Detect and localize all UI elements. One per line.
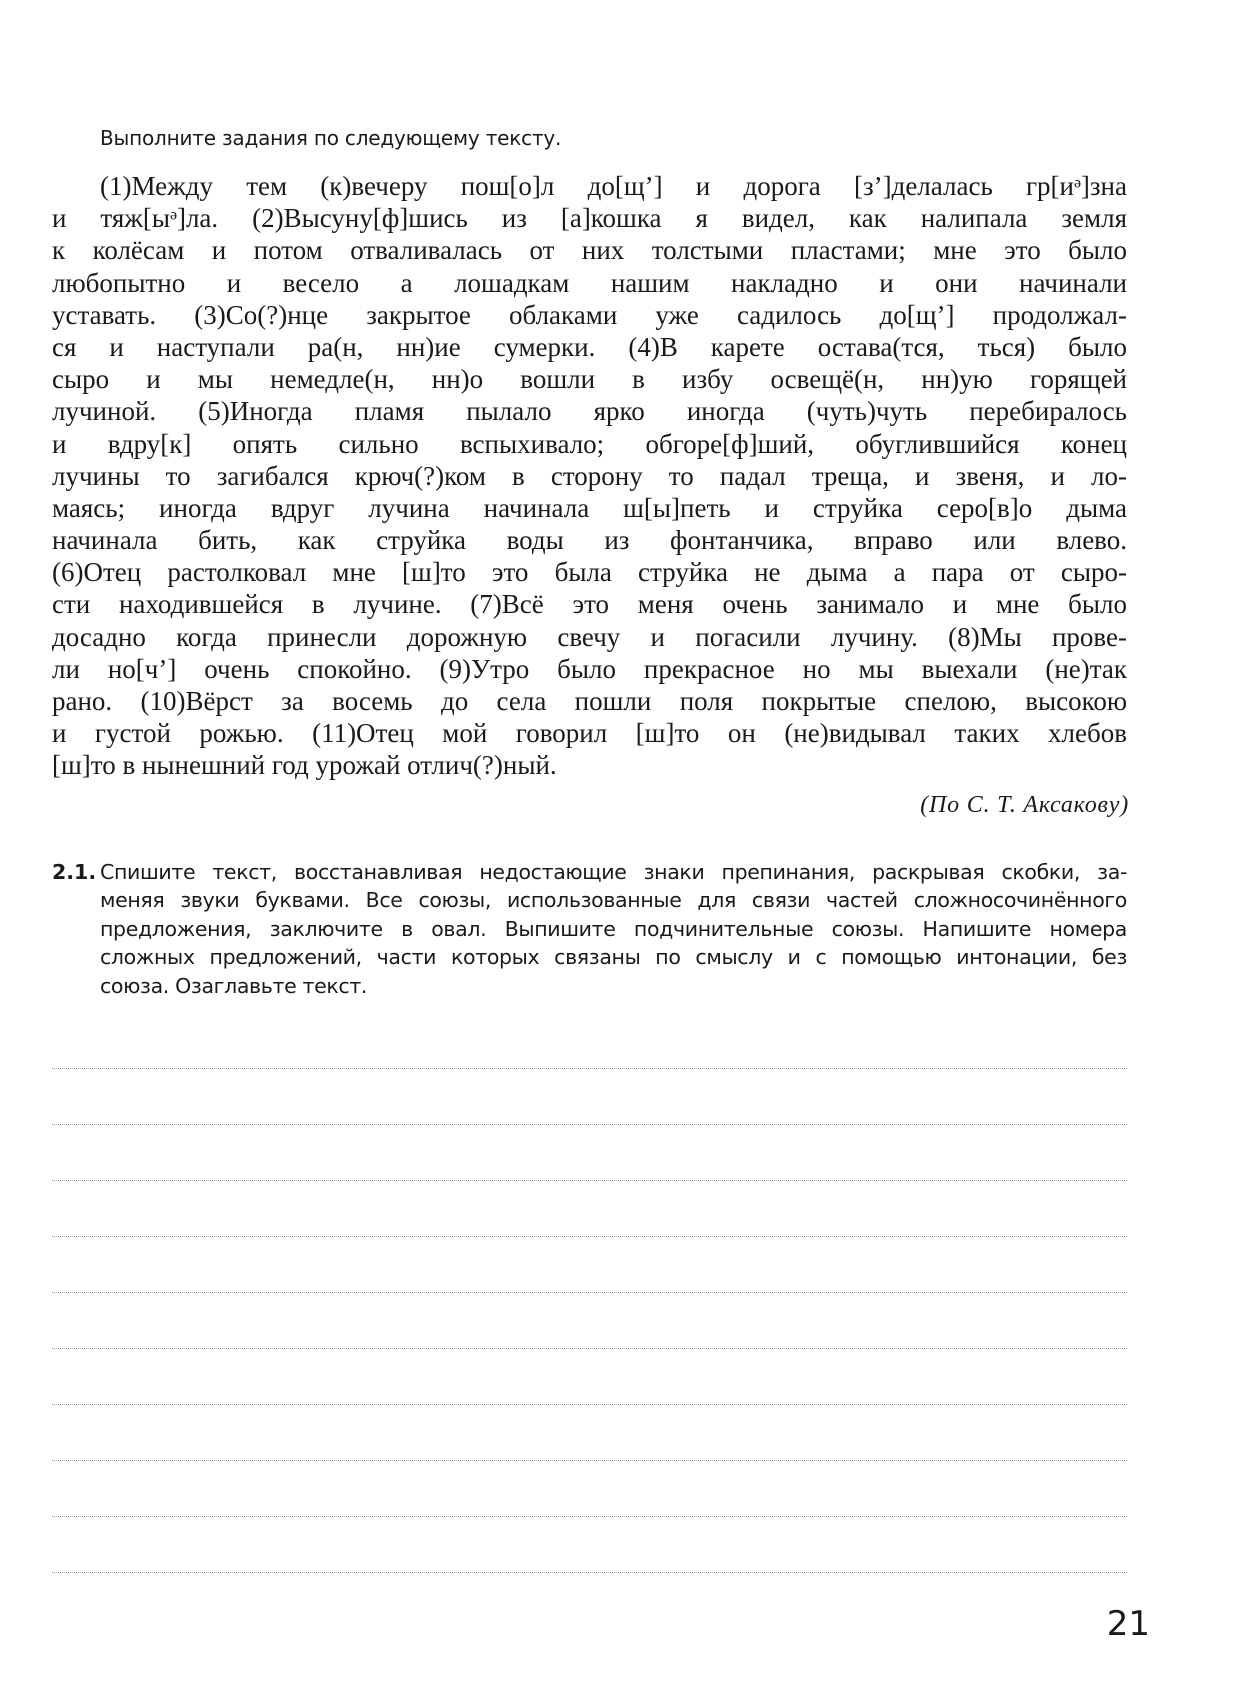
text-line: начинала бить, как струйка воды из фонтанчика, вправо или влево.: [52, 525, 1127, 556]
answer-line[interactable]: [52, 1404, 1127, 1405]
text-line: к колёсам и потом отваливалась от них толстыми пластами; мне это было: [52, 235, 1127, 266]
answer-line[interactable]: [52, 1068, 1127, 1069]
source-text: [52, 170, 1127, 782]
author-attribution: (По С. Т. Аксакову): [920, 792, 1129, 818]
text-line: и тяж[ыᵊ]ла. (2)Высуну[ф]шись из [а]кошка я видел, как налипала земля: [52, 203, 1127, 234]
text-line: уставать. (3)Со(?)нце закрытое облаками уже садилось до[щ’] продолжал-: [52, 299, 1127, 330]
text-line: лучины то загибался крюч(?)ком в сторону то падал треща, и звеня, и ло-: [52, 460, 1127, 491]
task-line: Спишите текст, восстанавливая недостающие знаки препинания, раскрывая скобки, за-: [100, 860, 1127, 884]
text-line: досадно когда принесли дорожную свечу и погасили лучину. (8)Мы прове-: [52, 621, 1127, 652]
text-line: [ш]то в нынешний год урожай отлич(?)ный.: [52, 750, 557, 781]
answer-line[interactable]: [52, 1460, 1127, 1461]
task-line: предложения, заключите в овал. Выпишите подчинительные союзы. Напишите номера: [100, 916, 1127, 941]
text-line: и густой рожью. (11)Отец мой говорил [ш]то он (не)видывал таких хлебов: [52, 718, 1127, 749]
task-line: сложных предложений, части которых связаны по смыслу и с помощью интонации, без: [100, 945, 1127, 970]
text-line: любопытно и весело а лошадкам нашим накладно и они начинали: [52, 267, 1127, 298]
text-line: рано. (10)Вёрст за восемь до села пошли поля покрытые спелою, высокою: [52, 686, 1127, 716]
text-line: и вдру[к] опять сильно вспыхивало; обгоре[ф]ший, обуглившийся конец: [52, 428, 1127, 459]
answer-line[interactable]: [52, 1180, 1127, 1181]
text-line: ся и наступали ра(н, нн)ие сумерки. (4)В карете остава(тся, ться) было: [52, 331, 1127, 362]
answer-line[interactable]: [52, 1292, 1127, 1293]
answer-line[interactable]: [52, 1124, 1127, 1125]
text-line: (1)Между тем (к)вечеру пош[о]л до[щ’] и дорога [з’]делалась гр[иᵊ]зна: [100, 171, 1127, 201]
text-line: лучиной. (5)Иногда пламя пылало ярко иногда (чуть)чуть перебиралось: [52, 396, 1127, 427]
task-line: меняя звуки буквами. Все союзы, использованные для связи частей сложносочинённого: [100, 888, 1127, 913]
text-line: маясь; иногда вдруг лучина начинала ш[ы]петь и струйка серо[в]о дыма: [52, 492, 1127, 523]
answer-line[interactable]: [52, 1236, 1127, 1237]
instruction-heading: Выполните задания по следующему тексту.: [100, 126, 562, 150]
answer-line[interactable]: [52, 1516, 1127, 1517]
task-number: 2.1.: [52, 860, 97, 884]
task-2-1: [52, 858, 1127, 1000]
page-number: 21: [1106, 1604, 1150, 1644]
text-line: сыро и мы немедле(н, нн)о вошли в избу освещё(н, нн)ую горящей: [52, 364, 1127, 395]
text-line: сти находившейся в лучине. (7)Всё это меня очень занимало и мне было: [52, 589, 1127, 620]
text-line: (6)Отец растолковал мне [ш]то это была струйка не дыма а пара от сыро-: [52, 557, 1127, 588]
text-line: ли но[ч’] очень спокойно. (9)Утро было прекрасное но мы выехали (не)так: [52, 653, 1127, 684]
answer-line[interactable]: [52, 1572, 1127, 1573]
answer-line[interactable]: [52, 1348, 1127, 1349]
task-line: союза. Озаглавьте текст.: [100, 973, 368, 998]
